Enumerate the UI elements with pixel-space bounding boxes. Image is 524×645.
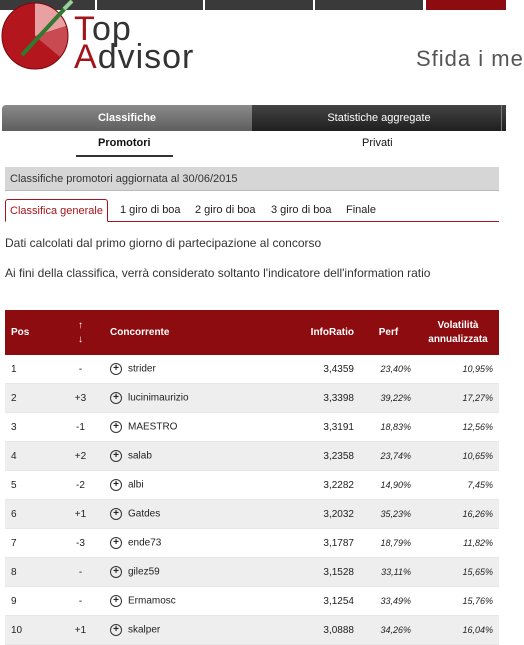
arrow-down-icon: ↓ — [78, 333, 83, 345]
competitor-name-link[interactable]: salab — [128, 450, 152, 462]
top-nav-item-active[interactable] — [426, 0, 506, 10]
cell-change: +2 — [57, 442, 104, 471]
table-row — [5, 413, 499, 442]
cell-inforatio: 3,1528 — [278, 558, 360, 587]
tab-classifiche[interactable]: Classifiche — [2, 105, 252, 131]
expand-plus-icon[interactable]: + — [110, 392, 122, 404]
competitor-name-link[interactable]: MAESTRO — [128, 421, 178, 433]
cell-volatilita: 16,26% — [417, 500, 499, 529]
table-row — [5, 384, 499, 413]
top-nav-item[interactable] — [315, 0, 423, 10]
cell-concorrente — [104, 471, 278, 500]
cell-perf: 33,11% — [360, 558, 417, 587]
cell-perf: 33,49% — [360, 587, 417, 616]
cell-pos: 10 — [5, 616, 57, 645]
period-tabs — [5, 199, 499, 222]
expand-plus-icon[interactable]: + — [110, 566, 122, 578]
cell-pos: 4 — [5, 442, 57, 471]
cell-change: -2 — [57, 471, 104, 500]
table-row — [5, 442, 499, 471]
cell-concorrente — [104, 413, 278, 442]
competitor-name-link[interactable]: Ermamosc — [128, 595, 176, 607]
header-change[interactable] — [57, 310, 104, 355]
cell-volatilita: 11,82% — [417, 529, 499, 558]
cell-pos: 1 — [5, 355, 57, 384]
competitor-name-link[interactable]: albi — [128, 479, 144, 491]
cell-concorrente — [104, 616, 278, 645]
cell-change: +1 — [57, 616, 104, 645]
cell-perf: 14,90% — [360, 471, 417, 500]
cell-volatilita: 10,95% — [417, 355, 499, 384]
expand-plus-icon[interactable]: + — [110, 624, 122, 636]
cell-volatilita: 12,56% — [417, 413, 499, 442]
cell-concorrente — [104, 442, 278, 471]
cell-concorrente — [104, 500, 278, 529]
cell-change: -1 — [57, 413, 104, 442]
cell-volatilita: 10,65% — [417, 442, 499, 471]
info-text-2: Ai fini della classifica, verrà considerato soltanto l'indicatore dell'information ratio — [5, 266, 431, 280]
cell-concorrente — [104, 558, 278, 587]
tab-giro-boa-1[interactable]: 1 giro di boa — [120, 204, 181, 216]
table-header-row — [5, 310, 499, 355]
cell-change: - — [57, 355, 104, 384]
update-notice: Classifiche promotori aggiornata al 30/06/2015 — [5, 167, 499, 191]
header-concorrente[interactable]: Concorrente — [104, 310, 278, 355]
cell-perf: 23,40% — [360, 355, 417, 384]
arrow-up-icon: ↑ — [78, 319, 83, 331]
cell-pos: 7 — [5, 529, 57, 558]
cell-pos: 5 — [5, 471, 57, 500]
table-row — [5, 471, 499, 500]
tab-statistiche-aggregate[interactable] — [252, 105, 506, 131]
cell-concorrente — [104, 529, 278, 558]
cell-pos: 8 — [5, 558, 57, 587]
cell-change: +3 — [57, 384, 104, 413]
ranking-table-body — [5, 355, 499, 645]
cell-inforatio: 3,2358 — [278, 442, 360, 471]
logo[interactable] — [0, 0, 200, 78]
cell-volatilita: 7,45% — [417, 471, 499, 500]
logo-text-top: Top — [74, 10, 132, 48]
expand-plus-icon[interactable]: + — [110, 508, 122, 520]
cell-inforatio: 3,1787 — [278, 529, 360, 558]
expand-plus-icon[interactable]: + — [110, 363, 122, 375]
competitor-name-link[interactable]: strider — [128, 363, 156, 375]
competitor-name-link[interactable]: ende73 — [128, 537, 162, 549]
cell-inforatio: 3,2032 — [278, 500, 360, 529]
cell-change: +1 — [57, 500, 104, 529]
header-volatilita-line1: Volatilità — [437, 319, 479, 331]
cell-pos: 3 — [5, 413, 57, 442]
competitor-name-link[interactable]: gilez59 — [128, 566, 160, 578]
logo-text-bottom: Advisor — [74, 38, 195, 76]
cell-inforatio: 3,1254 — [278, 587, 360, 616]
cell-inforatio: 3,0888 — [278, 616, 360, 645]
tab-classifica-generale[interactable]: Classifica generale — [5, 199, 108, 222]
tab-giro-boa-3[interactable]: 3 giro di boa — [271, 204, 332, 216]
cell-perf: 35,23% — [360, 500, 417, 529]
cell-volatilita: 15,65% — [417, 558, 499, 587]
info-text-1: Dati calcolati dal primo giorno di partecipazione al concorso — [5, 236, 322, 250]
header-perf[interactable]: Perf — [360, 310, 417, 355]
cell-inforatio: 3,3398 — [278, 384, 360, 413]
cell-concorrente — [104, 587, 278, 616]
tab-finale[interactable]: Finale — [346, 204, 376, 216]
table-row — [5, 529, 499, 558]
table-row — [5, 587, 499, 616]
cell-volatilita: 17,27% — [417, 384, 499, 413]
expand-plus-icon[interactable]: + — [110, 595, 122, 607]
cell-pos: 6 — [5, 500, 57, 529]
cell-inforatio: 3,2282 — [278, 471, 360, 500]
tagline: Sfida i me — [416, 46, 524, 71]
expand-plus-icon[interactable]: + — [110, 421, 122, 433]
tab-divider — [501, 105, 502, 131]
expand-plus-icon[interactable]: + — [110, 450, 122, 462]
cell-volatilita: 16,04% — [417, 616, 499, 645]
top-nav-item[interactable] — [205, 0, 313, 10]
cell-perf: 34,26% — [360, 616, 417, 645]
expand-plus-icon[interactable]: + — [110, 537, 122, 549]
ranking-table — [5, 310, 499, 645]
table-row — [5, 355, 499, 384]
cell-concorrente — [104, 384, 278, 413]
cell-perf: 23,74% — [360, 442, 417, 471]
pie-chart-logo-icon — [0, 0, 80, 78]
competitor-name-link[interactable]: skalper — [128, 624, 161, 636]
header-volatilita-line2: annualizzata — [428, 333, 488, 345]
competitor-name-link[interactable]: Gatdes — [128, 508, 161, 520]
competitor-name-link[interactable]: lucinimaurizio — [128, 392, 189, 404]
table-row — [5, 616, 499, 645]
subtab-promotori[interactable]: Promotori — [98, 137, 151, 149]
cell-change: -3 — [57, 529, 104, 558]
expand-plus-icon[interactable]: + — [110, 479, 122, 491]
cell-concorrente — [104, 355, 278, 384]
table-row — [5, 500, 499, 529]
cell-change: - — [57, 558, 104, 587]
cell-perf: 18,83% — [360, 413, 417, 442]
tab-giro-boa-2[interactable]: 2 giro di boa — [195, 204, 256, 216]
header-volatilita[interactable] — [417, 310, 499, 355]
subtab-privati[interactable]: Privati — [362, 137, 393, 149]
header-pos[interactable]: Pos — [5, 310, 57, 355]
cell-inforatio: 3,4359 — [278, 355, 360, 384]
cell-change: - — [57, 587, 104, 616]
tab-statistiche-label: Statistiche aggregate — [327, 112, 431, 124]
header-inforatio[interactable]: InfoRatio — [278, 310, 360, 355]
cell-perf: 18,79% — [360, 529, 417, 558]
cell-pos: 2 — [5, 384, 57, 413]
main-tabs — [2, 105, 506, 131]
cell-perf: 39,22% — [360, 384, 417, 413]
cell-volatilita: 15,76% — [417, 587, 499, 616]
table-row — [5, 558, 499, 587]
cell-pos: 9 — [5, 587, 57, 616]
cell-inforatio: 3,3191 — [278, 413, 360, 442]
